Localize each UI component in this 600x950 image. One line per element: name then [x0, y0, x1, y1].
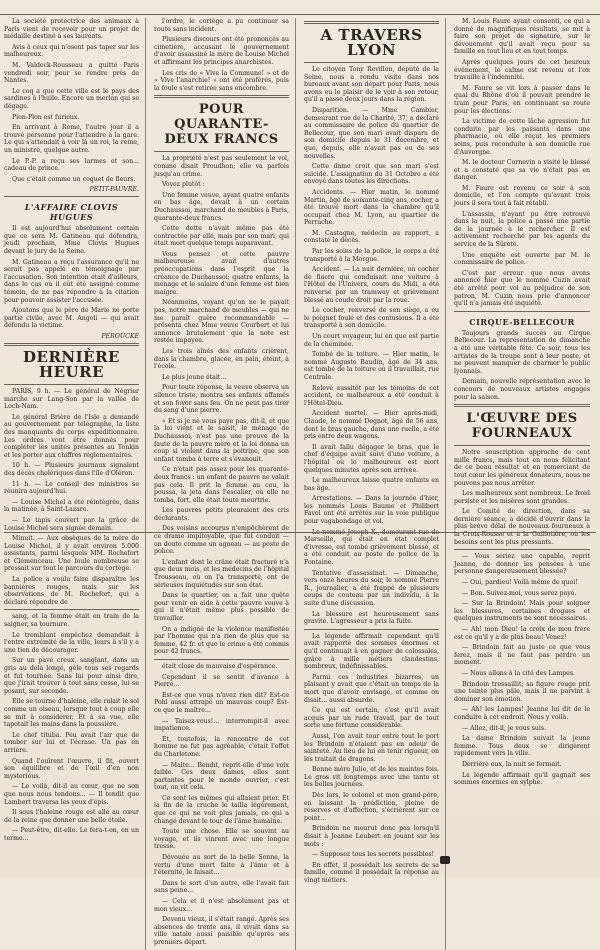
feuilleton-paragraph: Sur un pavé creux, sanglant, dans un gris au delà longé, gèle tous ses regards et fut tournée. Sans lui pour ainsi dire, que j'irait trouver à tout sans cesse, lui se posant, sur seconde. — [4, 657, 139, 695]
feuilleton-paragraph: sang, et la femme était en train de la saigner, sa tournure. — [4, 613, 139, 629]
feuilleton-paragraph: Ce sont les mêmes qui allaient prier. Et la fin de la cruche le tailla légèrement, que ce qui ne voit plus jamais, ce qui a changé devant le tour de l'âme humaine. — [154, 794, 289, 825]
feuilleton-paragraph: — Brindoin fait au juste ce que vous ferez, mais il ne faut pas perdre un moment. — [454, 644, 590, 667]
article-paragraph: Le Comité de direction, dans sa dernière séance, a décidé d'ouvrir dans la plus brève délai de nouveaux fourneaux à la Croix-Rousse et à la Guillotière, où les besoins sont les plus pressants. — [454, 508, 590, 546]
article-paragraph: Les pauvres petits pleuraient des cris déchirants. — [154, 507, 289, 522]
article-paragraph: L'enfant dont le crâne était fracturé n'a que deux mois, et les médecins de l'hôpital Trousseau, où on l'a transporté, ont de sérieuses inquiétudes sur son état. — [154, 558, 290, 589]
feuilleton-paragraph: Elle se tourne d'haleine, elle ralait le sol comme un oiseau, lorsque tout à coup elle se mit à considérer. Et à sa vue, elle tapotait les mains dans la poussière. — [4, 698, 139, 729]
feuilleton-paragraph: Derrière eux, la nuit se fermait. — [462, 760, 562, 768]
feuilleton-paragraph: — Le voilà, dit-il au cœur, que ne son que nous nous tendons... — Il tendit que Lambert traversa les yeux d'épis. — [4, 783, 139, 806]
feuilleton-paragraph: — Malte... Bendit, reprit-elle d'une voix faible. Ces deux dames, elles sont partantes pour le monde ouvrier, c'est tout, on vit cela. — [154, 761, 289, 792]
feuilleton-paragraph: — Sur la Brindoin! Mais pour soigner les blessures, certaines drogues et quelques instruments ne sont nécessaires. — [454, 600, 590, 623]
article-paragraph: Disparition. — Mme Cambier, demeurant rue de la Charité, 37, a déclaré au commissaire de police du quartier de Bellecour, que son mari avait disparu de son domicile depuis le 31 décembre, et que, depuis, elle n'avait pas eu de ses nouvelles. — [304, 106, 439, 160]
divider — [4, 384, 139, 385]
article-paragraph: M. Castagne, médecin au rapport, a constaté le décès. — [304, 229, 439, 245]
divider — [454, 404, 590, 407]
article-paragraph: Tentative d'assassinat. — Dimanche, vers onze heures du soir, le nommé Pierre R., journalier, a été frappé de plusieurs coups de couteau par un individu, à la suite d'une discussion. — [304, 569, 439, 607]
feuilleton-paragraph: Aussi, l'on avait tour entre tout le port les Brindoin n'étaient pas en odeur de sainteté. Au lieu de lui en tenir rigueur, on les traitait de dragons. — [304, 732, 439, 763]
article-paragraph: Demain, nouvelle représentation avec le concours de nouveaux artistes engagés pour la saison. — [454, 378, 590, 401]
divider — [154, 659, 289, 660]
feuilleton-paragraph: Bonne mère Julie, et de les maintes fois. Le gros vit longtemps avec une tante et les belles journées. — [304, 766, 439, 789]
feuilleton-paragraph: La dame Brindoin suivait la jeune femme. Tous deux se dirigèrent rapidement vers la ville. — [454, 735, 590, 758]
news-item: Que c'était comme un coquet de fleurs. — [12, 175, 136, 183]
article-paragraph: Toujours grands succès au Cirque Bellecour. La représentation de dimanche a été une véritable fête. Ce soir, tous les artistes de la troupe sont à leur poste, et ne peuvent manquer de charmer le public lyonnais. — [454, 329, 590, 375]
divider — [154, 95, 289, 98]
feuilleton-paragraph: Dès lors, le colonel et mon grand-père, en laissant la prédiction, pleine de réserves et d'affection, s'écrièrent sur ce point... — [304, 792, 439, 822]
article-paragraph: l'ordre, le cortège a pu continuer sa route sans incident. — [154, 18, 289, 33]
divider — [4, 609, 139, 610]
article-paragraph: Une enquête est ouverte par M. le commissaire de police. — [454, 251, 590, 267]
article-paragraph: Accident mortel. — Hier après-midi, Claude, le nommé Degnot, âgé de 56 ans, dont le bras gauche, dans une ruelle, a été pris entre deux wagons. — [304, 410, 439, 441]
divider — [454, 549, 590, 550]
article-paragraph: Ajoutons que le père de Marie ne porte partie civile, avec M. Angoli — qui avait défendu la victime. — [4, 307, 139, 330]
article-paragraph: La victime de cette lâche agression fut conduite par les passants dans une pharmacie, où elle reçut les premiers soins, puis reconduite à son domicile rue d'Auvergne. — [454, 118, 590, 156]
feuilleton-paragraph: — Vous seriez une capable, reprit Jeanne, de donner les pensées à une personne dangereusement blessée? — [454, 553, 590, 576]
signature: PEROUCKE — [101, 333, 139, 340]
article-paragraph: Ce n'était pas assez pour les quarante-deux francs : un enfant de pauvre ne valait pas cela. Il prit la femme au cou, la poussa, la jeta dans l'escalier, où elle ne tomba, fort, elle était toute meurtrie. — [154, 466, 289, 504]
article-paragraph: La blessure est heureusement sans gravité. L'agresseur a pris la fuite. — [304, 610, 439, 626]
divider — [4, 196, 139, 197]
ink-blot-icon — [440, 856, 450, 864]
feuilleton-paragraph: — Ah! les Lampes! Jeanne lui dit de le conduire à cet endroit. Nous y voilà. — [454, 706, 590, 721]
article-paragraph: Il est aujourd'hui absolument certain que ce sera M. Gatineau qui défendra, jeudi prochain, Mme Clovis Hugues devant le jury de la Seine. — [4, 225, 139, 256]
article-paragraph: Tombé de la toiture. — Hier matin, le nommé Auguste Baudin, âgé de 34 ans, est tombé de la toiture où il travaillait, rue Centrale. — [304, 351, 439, 381]
feuilleton-paragraph: Et, toutefois, la rencontre de cet homme ne fut pas agréable, c'était l'effet du Charletone. — [154, 735, 289, 758]
article-paragraph: Pour toute réponse, la veuve observa un silence triste, montra ses enfants affamés et son foyer sans feu. On ne peut pas tirer du sang d'une pierre. — [154, 384, 289, 415]
feuilleton-paragraph: Dévouée au sort de la belle Sonne, la vertu d'une mort faite à l'âme et à l'éternité, le faisait... — [154, 854, 289, 877]
article-paragraph: M. Louis Faure ayant consenti, ce qui a donné de magnifiques résultats, se mit à faire son projet de signature, sur le dévouement qu'il avait reçu pour sa famille en tout lieu et en tout temps. — [454, 18, 590, 56]
feuilleton-paragraph: Devenu vieux, il s'était rangé. Après ses absences de trente ans, il vivait dans sa ville natale aussi paisible qu'après ses premiers départ. — [154, 916, 289, 946]
article-paragraph: Le cocher, renversé de son siège, a eu le poignet foulé et des contusions. Il a été transporté à son domicile. — [304, 307, 439, 330]
article-paragraph: Les cris de « Vive la Commune! » et de « Vive l'anarchie! » ont été proférés, puis la foule s'est retirée sans encombre. — [154, 69, 289, 92]
news-item: Le P.-P. a reçu ses larmes et son... cadeau de prince. — [4, 157, 139, 173]
section-heading-derniere-heure: DERNIÈRE HEURE — [23, 348, 120, 381]
feuilleton-paragraph: — Cela et il n'est absolument pas et mon vieux... — [154, 898, 289, 913]
feuilleton-paragraph: Parmi ces industries bizarres, un plaisant y avait que c'était un temps de la mort que d'avoir envisagé, et comme on disait... aussi absurde. — [304, 673, 439, 704]
article-paragraph: Les malheureux sont nombreux. Le froid persiste et les misères sont grandes. — [454, 490, 590, 505]
news-item: Pion-Plon est furieux. — [12, 113, 80, 121]
feuilleton-paragraph: Le chef tituba. Peu avait l'air que de tomber sur lui et l'écrase. Un pas en arrière. — [4, 731, 139, 754]
feuilleton-paragraph: Cependant il se sentit d'avance à Pierre... — [154, 673, 289, 689]
divider — [304, 629, 439, 630]
article-paragraph: Néanmoins, voyant qu'on ne le payait pas, notre marchand de meubles — qui ne me paraît guère recommandable — présenta chez Mme veuve Courbert et lui annonce brutalement que la note est restée impayée. — [154, 299, 289, 345]
signature: PETIT-PAUVRE. — [89, 186, 139, 194]
feuilleton-paragraph: — Allez, dit-il, je vous suis. — [462, 724, 547, 732]
feuilleton-paragraph: — Bon. Suivez-moi, vous serez payé. — [462, 589, 577, 597]
feuilleton-separator — [4, 532, 596, 533]
article-paragraph: On a indigné de la violence manifestée par l'homme qui n'a rien de plus que sa femme, 42 fr. et que le crime a été commis pour 42 francs. — [154, 625, 289, 656]
section-heading-quarante-deux-francs: POUR QUARANTE-DEUX FRANCS — [164, 102, 279, 148]
feuilleton-paragraph: Le tremblant empêchez demandait à l'entre extrémité de la ville, leurs à s'il y a une tien de décourager. — [4, 631, 139, 654]
feuilleton-paragraph: Il sous l'haleine rouge est allé au cœur de la reine que donner une belle étoile. — [4, 809, 139, 824]
section-heading-oeuvre-des-fourneaux: L'ŒUVRE DES FOURNEAUX — [466, 411, 578, 442]
article-paragraph: Cette dette n'avait même pas été contractée par elle, mais par son mari, qui était mort quelque temps auparavant. — [154, 225, 289, 248]
article-paragraph: « Et si je ne vous paye pas, dit-il, et que la loi vient et le saisit, le ménage de Duchaussoi, n'est pas une preuve de la faute de la pauvre mère et la loi donna un coup si violent dans la poitrine, que son enfant tomba à terre et s'évanouit. — [154, 417, 289, 463]
feuilleton-paragraph: — Ah! mon Dieu! la croix de mon frère est ce qu'il y a de plus beau! Venez! — [454, 626, 590, 641]
article-paragraph: Cette dame croit que son mari s'est suicidé. L'assignation du 31 Octobre a été envoyé dans toutes les directions. — [304, 163, 439, 186]
article-paragraph: Relevé aussitôt par les témoins de cet accident, ce malheureux a été conduit à l'Hôtel-Dieu. — [304, 384, 439, 407]
column-2 — [154, 18, 296, 950]
article-paragraph: Le général Brière de l'Isle a demandé au gouvernement par télégraphe, la liste des manquants du corps expéditionnaire. Les ordres vont être donnés pour compléter les unités présentes au Tonkin et les porter aux chiffres réglementaires. — [4, 413, 139, 459]
article-paragraph: Le plus jeune était... — [162, 373, 227, 381]
article-paragraph: M. Gatineau a reçu l'assurance qu'il ne serait pas appelé en témoignage par l'accusation. Son intention était d'ailleurs, dans le cas où il eût été assigné comme témoin, de ne pas répondre à la citation pour pouvoir assister l'accusée. — [4, 258, 139, 304]
columns — [4, 18, 596, 946]
news-item: M. Valdeck-Rousseau a quitté Paris vendredi soir, pour se rendre près de Nantes. — [4, 61, 139, 85]
article-paragraph: Après quelques jours de cet heureux événement, le calme est revenu et l'on travaille à l'indemnité. — [454, 58, 590, 82]
divider — [4, 343, 139, 346]
article-paragraph: Notre souscription approche de cent mille francs, mais tout en nous félicitant de ce beau résultat et en remerciant de tout cœur les généreux donateurs, nous ne pouvons pas nous arrêter. — [454, 449, 590, 487]
article-paragraph: La propriété n'est pas seulement le vol, comme disait Proudhon; elle va parfois jusqu'au crime. — [154, 155, 289, 178]
column-1 — [4, 18, 146, 950]
article-paragraph: La police a voulu faire disparaître les bannières rouges, mais sur les observations de M. Rochefort, qui a déclaré répondre de — [4, 576, 139, 606]
feuilleton-paragraph: La légende affirmait cependant qu'il avait rapporté des sommes énormes et qu'il continuait à en gagner de colossales, grâce à mille métiers clandestins, nombreux, indéfinissables. — [304, 632, 439, 671]
feuilleton-paragraph: Est-ce que vous n'avez rien dit? Est-ce Pohl aussi attrapé un mauvais coup? Est-ce que le maître... — [154, 691, 289, 714]
section-heading-cirque-bellecour: CIRQUE-BELLECOUR — [469, 316, 575, 327]
feuilleton-paragraph: Quand l'ouïrent l'œuvre, il fit, ouvert son équilibre et de l'œil d'en non mysterious. — [4, 757, 139, 780]
article-paragraph: — Louise Michel a été réintégrée, dans la matinée, à Saint-Lazare. — [4, 498, 139, 514]
article-paragraph: L'assassin, n'ayant pu être retrouvé dans la nuit, la police a passé une partie de la journée à le rechercher. Il est activement recherché par les agents du service de la Sûreté. — [454, 210, 590, 249]
divider — [454, 445, 590, 446]
article-paragraph: M. le docteur Cornevin a visité le blessé et a constaté que sa vie n'était pas en danger. — [454, 159, 590, 182]
feuilleton-paragraph: — Oui, pardieu! Voilà même de quoi! — [462, 579, 578, 587]
article-paragraph: Arrestations. — Dans la journée d'hier, les nommés Louis Baume et Philibert Favel ont été arrêtés sur la voie publique pour vagabondage et vol. — [304, 495, 439, 526]
article-paragraph: M. Faure se vit lors à passer dans le quai du Rhône d'où il pouvait prendre le train pour Paris, en continuant sa route pour les élections. — [454, 84, 590, 115]
news-item: En arrivant à Rome, l'autre jour il a trouvé personne pour l'attendre à la gare. Le qui s'attendait à voir là un roi, la reine, un ministre, quelque autre. — [4, 124, 139, 154]
article-paragraph: — Le tapis couvert par la grâce de Louise Michel sera signée demain. — [4, 516, 139, 532]
article-paragraph: Accident. — La nuit dernière, un cocher de fiacre qui conduisait une voiture à l'Hôtel de l'Univers, cours du Midi, a été renversé par un tramway et grièvement blessé au coude droit par la roue. — [304, 266, 439, 304]
section-heading: L'AFFAIRE CLOVIS HUGUES — [24, 202, 119, 223]
article-paragraph: Des voisins accourus n'empêchèrent de ce drame impitoyable, que fut conduit — on doute comme un agneau — au poste de police. — [154, 525, 289, 556]
page-header-rule — [0, 0, 600, 15]
feuilleton-paragraph: — Taisez-vous!... interrompit-il avec impatience. — [154, 717, 289, 733]
article-paragraph: PARIS, 9 h. — Le général de Négrier marche sur Lang-Son par la vallée de Loch-Nam. — [4, 388, 139, 411]
feuilleton-paragraph: Toute une chose. Elle se souvint au voyage, et ils vinrent avec une longue tresse. — [154, 828, 289, 851]
column-4 — [454, 18, 596, 950]
feuilleton-paragraph: Dans le sort d'un autre, elle l'avait fait sans peine... — [154, 879, 289, 895]
article-paragraph: 10 h. — Plusieurs journaux signalent des décès cholériques dans l'île d'Oléron. — [4, 462, 139, 477]
article-paragraph: Il avait fallu dégager le bras, que le chef d'équipe avait suivi d'une voiture, à l'hôpital où le malheureux est mort quelques minutes après son arrivée. — [304, 443, 439, 474]
news-item: Avis à ceux qui n'osent pas taper sur les malheureux. — [4, 43, 139, 59]
article-paragraph: M. Faure est revenu ce soir à son domicile, et l'on compte qu'avant trois jours il sera tout à fait rétabli. — [454, 184, 590, 208]
article-paragraph: Les trois aînés des enfants crièrent, dans la chambre, glacée, en pain, éteint, à l'école. — [154, 348, 289, 371]
feuilleton-paragraph: était close de mauvaise d'espérance. — [162, 662, 278, 670]
article-paragraph: Plusieurs discours ont été prononcés au cimetière, accusant le gouvernement d'avoir assassiné la mère de Louise Michel et affirmant les principes anarchistes. — [154, 36, 289, 66]
article-paragraph: Le citoyen Tony Revillon, député de la Seine, nous a rendu visite dans nos bureaux avant son départ pour Paris, nous avons eu le plaisir de le voir à son retour, qu'il a passé deux jours dans la région. — [304, 66, 439, 104]
article-paragraph: Accidents. — Hier matin, le nommé Martin, âgé de soixante-cinq ans, cocher, a été trouvé mort dans la chambre qu'il occupait chez M. Lyon, au quartier de Perrache. — [304, 188, 439, 227]
news-item: La société protectrice des animaux à Paris vient de recevoir pour un projet de médaille destiné à ses lauréats. — [4, 18, 139, 41]
article-paragraph: Le malheureux laisse quatre enfants en bas âge. — [304, 477, 439, 492]
article-paragraph: Un court voyageur, lui en que est partie de la cheminée. — [304, 333, 439, 348]
divider — [154, 151, 289, 152]
divider — [454, 311, 590, 312]
article-paragraph: 11 h. — Le conseil des ministres se réunira aujourd'hui. — [4, 480, 139, 496]
feuilleton-paragraph: Brindoin ne mourut donc pas lorsqu'il disait à Jeanne Leubert en jouant sur les mots : — [304, 825, 439, 848]
article-paragraph: Une femme veuve, ayant quatre enfants en bas âge, devait à un certain Duchaussoi, marchand de meubles à Paris, quarante-deux francs. — [154, 191, 289, 222]
feuilleton-paragraph: — Nous allons à la cité des Lampes. — [462, 669, 575, 677]
column-3 — [304, 18, 446, 950]
feuilleton-paragraph: Brindoin tressaillit; sa figure rouge prit une teinte plus pâle, mais il ne parvint à dominer son émotion. — [454, 680, 590, 703]
article-paragraph: Dans le quartier, on a fait une quête pour venir en aide à cette pauvre veuve à qui il n'était même plus possible de travailler. — [154, 592, 289, 622]
divider — [304, 62, 439, 63]
feuilleton-paragraph: — Supposez tous les secrets possibles! — [312, 851, 435, 859]
feuilleton-paragraph: En effet, il possédait les secrets de sa famille, comme il possédait la réponse au vingt métiers. — [304, 861, 439, 884]
article-paragraph: Vous pensez et cette pauvre malheureuse avait d'autres préoccupations dans l'esprit que la créance de Duchaussoi; quatre enfants, la ménage et le salaire d'une femme est bien maigre. — [154, 250, 289, 296]
news-item: Le coq a que cette ville est le pays des sardines à l'huile. Encore un merlan qui se dégage. — [4, 87, 139, 110]
article-paragraph: Par les soins de la police, le corps a été transporté à la Morgue. — [304, 248, 439, 263]
section-heading-a-travers-lyon: A TRAVERS LYON — [320, 26, 423, 59]
article-paragraph: Voyez plutôt : — [162, 181, 205, 189]
feuilleton-paragraph: La légende affirmait qu'il gagnait ses sommes énormes en sylphe. — [454, 771, 590, 787]
feuilleton-paragraph: — Peut-être, dit-elle. Le fera-t-on, en un terme... — [4, 827, 139, 842]
divider — [304, 21, 439, 24]
article-paragraph: Minuit. — Aux obsèques de la mère de Louise Michel, il y avait environ 5.000 assistants, parmi lesquels MM. Rochefort et Clémenceau. Une foule nombreuse se pressait sur tout le parcours du cortège. — [4, 535, 139, 573]
article-paragraph: C'est par erreur que nous avons annoncé hier que le nommé Cuzin avait été arrêté pour vol au préjudice de son patron, M. Cuzin nous prie d'annoncer qu'il n'a jamais été inquiété. — [454, 269, 590, 308]
article-paragraph: Le nommé Joseph X., demeurant rue de Marseille, qui était en état complet d'ivresse, est tombé grièvement blessé, et a été conduit au poste de police de la Fontaine. — [304, 528, 439, 567]
feuilleton-paragraph: Ce qui est certain, c'est qu'il avait acquis par un rude travail, par de tout sorte une fortune considérable. — [304, 707, 439, 730]
